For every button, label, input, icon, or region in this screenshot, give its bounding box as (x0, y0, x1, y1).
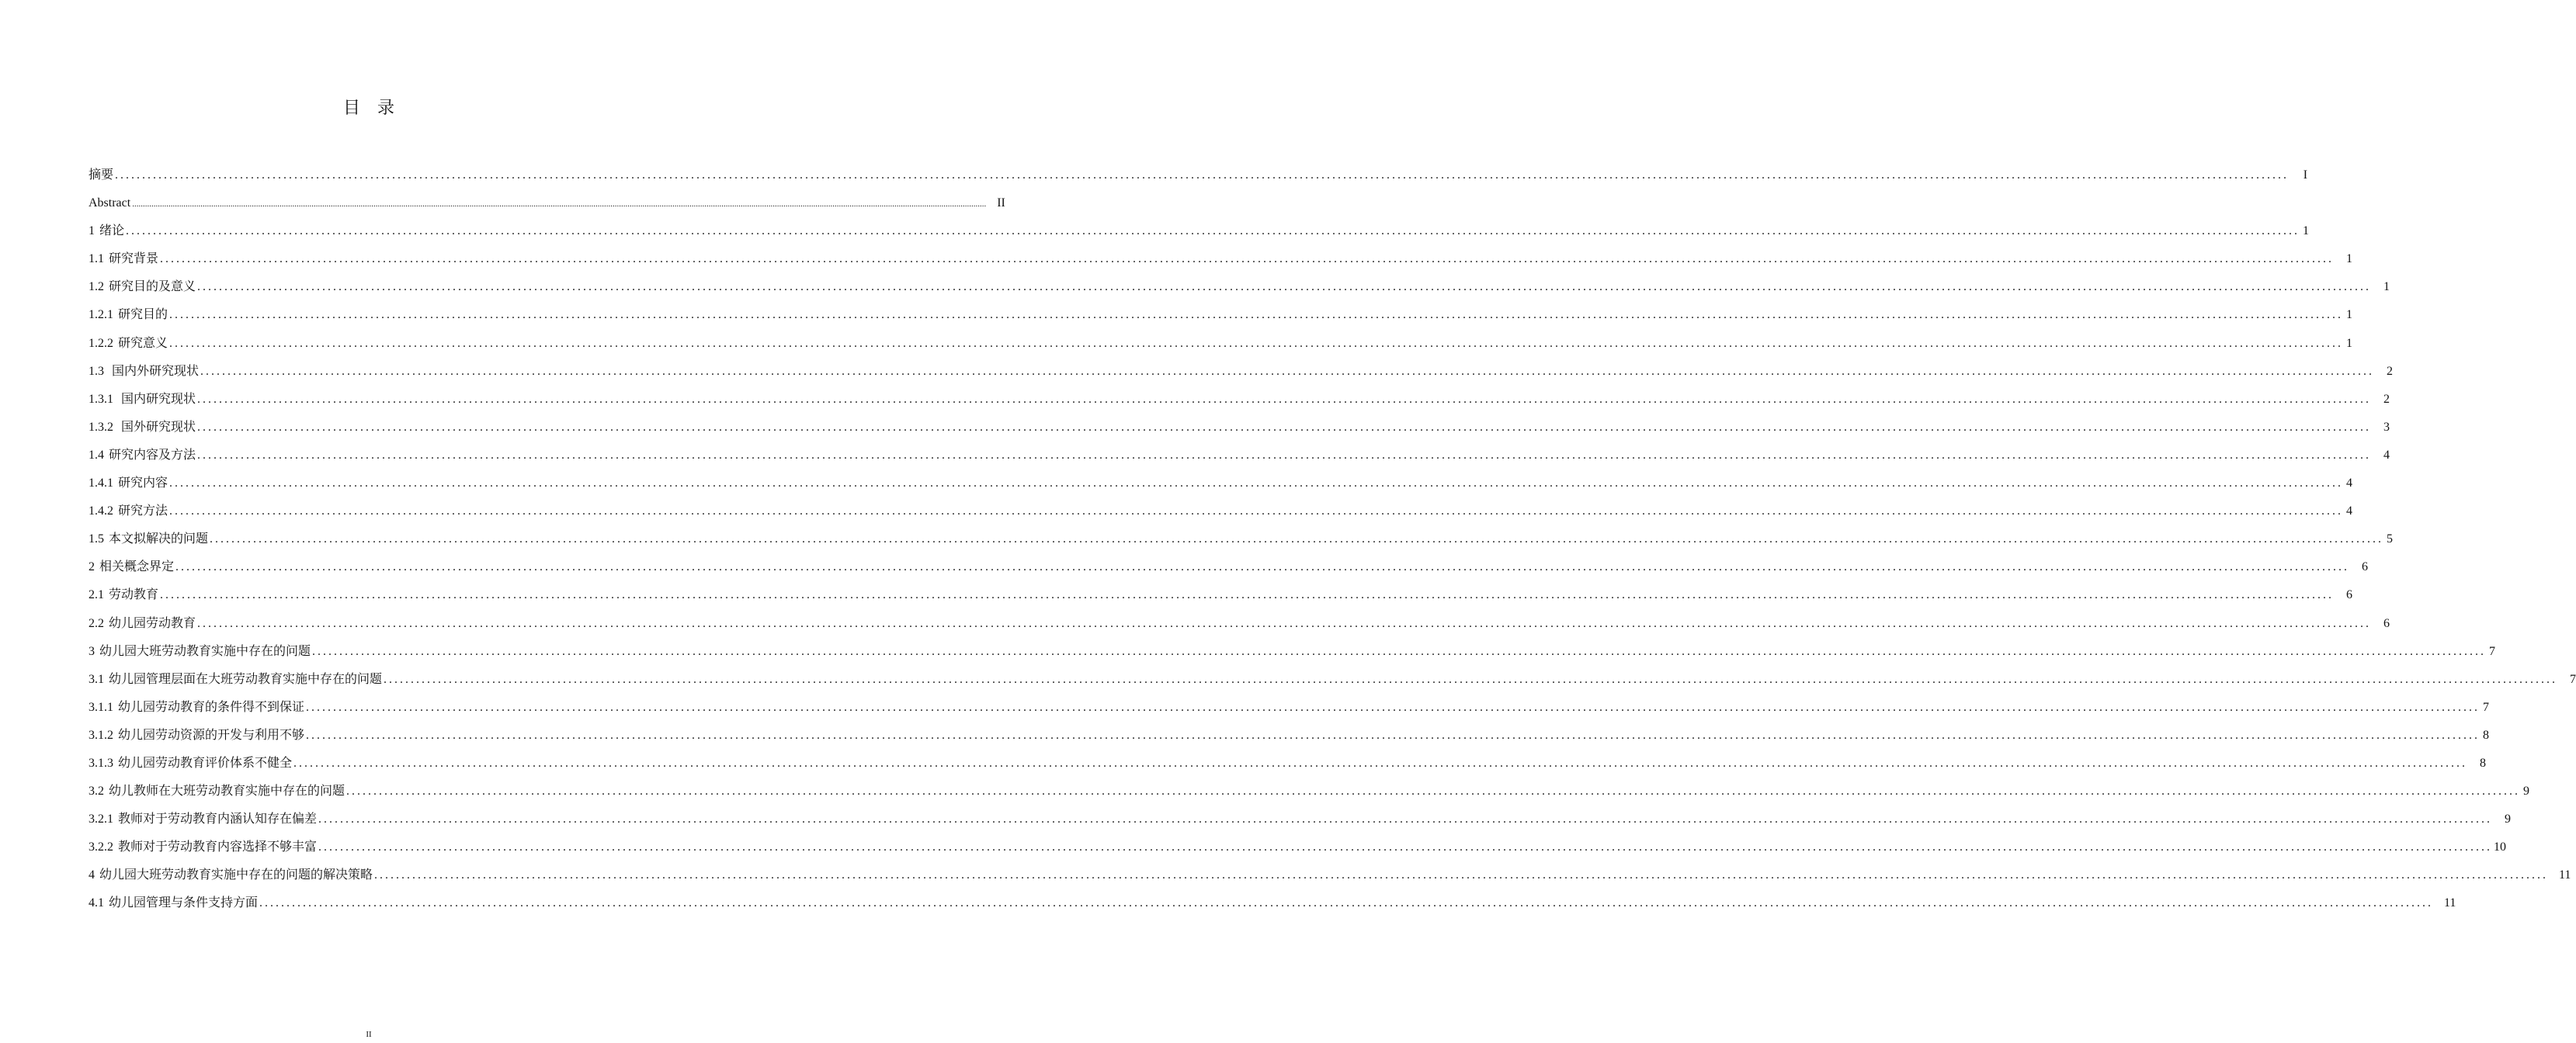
toc-dot-leader: ................................................................................................................................................................................................................................................................................................................................................................................................................ (115, 168, 2290, 182)
toc-entry-page: I (2303, 168, 2308, 182)
toc-dot-leader: ................................................................................................................................................................................................................................................................................................................................................................................................................ (132, 199, 987, 210)
toc-entry-number: 1.3.1 (89, 392, 113, 406)
toc-entry[interactable] (89, 778, 2530, 806)
toc-dot-leader: ................................................................................................................................................................................................................................................................................................................................................................................................................ (197, 280, 2372, 294)
toc-entry[interactable] (89, 414, 2390, 442)
toc-entry-title: 研究目的 (118, 308, 168, 322)
toc-entry-number: 1.2.2 (89, 336, 113, 350)
toc-entry-page: II (997, 196, 1005, 210)
toc-entry-title: 国外研究现状 (118, 420, 196, 434)
toc-entry[interactable] (89, 301, 2353, 329)
toc-entry-title: 研究意义 (118, 336, 168, 350)
toc-entry-label (89, 666, 382, 694)
toc-dot-leader: ................................................................................................................................................................................................................................................................................................................................................................................................................ (197, 392, 2372, 406)
toc-entry-number: 3 (89, 644, 95, 658)
toc-entry-title: 幼儿园大班劳动教育实施中存在的问题 (99, 644, 311, 658)
toc-entry-page: 8 (2483, 728, 2490, 742)
toc-entry-number: 1.4 (89, 448, 104, 462)
toc-entry-title: 研究目的及意义 (109, 280, 196, 294)
toc-entry-number: 3.2.2 (89, 840, 113, 854)
toc-dot-leader: ................................................................................................................................................................................................................................................................................................................................................................................................................ (169, 336, 2344, 350)
toc-entry-label (89, 778, 345, 806)
toc-entry-page: 7 (2483, 700, 2490, 714)
toc-dot-leader: ................................................................................................................................................................................................................................................................................................................................................................................................................ (259, 896, 2434, 910)
toc-dot-leader: ................................................................................................................................................................................................................................................................................................................................................................................................................ (306, 700, 2481, 714)
toc-entry[interactable] (89, 694, 2490, 722)
toc-entry-title: 本文拟解决的问题 (109, 532, 209, 546)
toc-entry-number: 1.5 (89, 532, 104, 546)
toc-entry-label (89, 497, 168, 525)
toc-entry-number: 1 (89, 224, 95, 238)
toc-entry-page: 6 (2362, 560, 2369, 574)
toc-entry-title: 教师对于劳动教育内涵认知存在偏差 (118, 813, 318, 826)
toc-entry-page: 1 (2303, 224, 2310, 238)
toc-entry-number: 3.2.1 (89, 813, 113, 826)
toc-entry-page: 9 (2523, 785, 2530, 799)
toc-entry-label (89, 217, 124, 245)
toc-entry-label (89, 833, 317, 861)
toc-entry-label (89, 414, 196, 442)
toc-entry-title: 摘要 (89, 168, 114, 182)
toc-entry-page: 5 (2387, 532, 2394, 546)
toc-entry-label (89, 694, 304, 722)
toc-entry[interactable] (89, 581, 2353, 609)
toc-entry-label (89, 806, 317, 833)
toc-entry-number: 3.2 (89, 785, 104, 799)
toc-entry-title: 研究背景 (109, 252, 159, 266)
toc-entry-number: 3.1.2 (89, 728, 113, 742)
toc-entry-title: 幼儿园管理与条件支持方面 (109, 896, 259, 910)
toc-entry[interactable] (89, 358, 2394, 386)
toc-entry[interactable] (89, 217, 2310, 245)
toc-entry[interactable] (89, 525, 2394, 553)
toc-entry-number: 1.2 (89, 280, 104, 294)
toc-entry-page: 1 (2346, 308, 2353, 322)
toc-entry-page: 8 (2480, 756, 2487, 770)
toc-entry-number: 4.1 (89, 896, 104, 910)
toc-entry-title: 幼儿园劳动教育 (109, 616, 196, 630)
toc-dot-leader: ................................................................................................................................................................................................................................................................................................................................................................................................................ (306, 728, 2481, 742)
toc-entry-page: 4 (2383, 448, 2390, 462)
toc-dot-leader: ................................................................................................................................................................................................................................................................................................................................................................................................................ (197, 448, 2372, 462)
toc-dot-leader: ................................................................................................................................................................................................................................................................................................................................................................................................................ (374, 868, 2549, 882)
toc-entry-number: 2.1 (89, 588, 104, 602)
toc-dot-leader: ................................................................................................................................................................................................................................................................................................................................................................................................................ (160, 252, 2335, 266)
toc-entry-title: 幼儿园大班劳动教育实施中存在的问题的解决策略 (99, 868, 373, 882)
toc-entry[interactable] (89, 386, 2390, 414)
toc-entry-label (89, 889, 258, 917)
toc-entry-number: 1.2.1 (89, 308, 113, 322)
toc-entry[interactable] (89, 470, 2353, 497)
toc-dot-leader: ................................................................................................................................................................................................................................................................................................................................................................................................................ (318, 813, 2493, 826)
toc-entry[interactable] (89, 750, 2487, 778)
toc-entry-page: 4 (2346, 476, 2353, 490)
toc-entry[interactable] (89, 497, 2353, 525)
toc-entry-label (89, 273, 196, 301)
toc-entry-label (89, 581, 158, 609)
toc-entry-title: 劳动教育 (109, 588, 159, 602)
toc-entry-title: 幼儿园劳动教育评价体系不健全 (118, 756, 293, 770)
toc-entry-title: 研究内容 (118, 476, 168, 490)
toc-entry-page: 2 (2383, 392, 2390, 406)
toc-entry-number: 1.4.2 (89, 504, 113, 518)
toc-dot-leader: ................................................................................................................................................................................................................................................................................................................................................................................................................ (318, 840, 2493, 854)
toc-entry-page: 2 (2387, 364, 2394, 378)
toc-entry-label (89, 301, 168, 329)
toc-entry-page: 6 (2383, 616, 2390, 630)
toc-dot-leader: ................................................................................................................................................................................................................................................................................................................................................................................................................ (200, 364, 2375, 378)
toc-entry-page: 6 (2346, 588, 2353, 602)
toc-entry-title: 研究方法 (118, 504, 168, 518)
toc-dot-leader: ................................................................................................................................................................................................................................................................................................................................................................................................................ (169, 504, 2344, 518)
toc-entry-number: 3.1 (89, 672, 104, 686)
toc-entry-page: 1 (2383, 280, 2390, 294)
toc-entry-page: 11 (2444, 896, 2456, 910)
toc-entry[interactable] (89, 861, 2571, 889)
toc-entry[interactable] (89, 273, 2390, 301)
toc-entry-number: 4 (89, 868, 95, 882)
toc-dot-leader: ................................................................................................................................................................................................................................................................................................................................................................................................................ (169, 308, 2344, 322)
toc-entry-number: 1.3.2 (89, 420, 113, 434)
toc-entry-number: 3.1.1 (89, 700, 113, 714)
toc-entry[interactable] (89, 666, 2576, 694)
toc-dot-leader: ................................................................................................................................................................................................................................................................................................................................................................................................................ (312, 644, 2487, 658)
toc-entry-label (89, 861, 373, 889)
page-title: 目 录 (342, 99, 394, 118)
toc-entry[interactable] (89, 553, 2369, 581)
toc-entry-title: 国内外研究现状 (109, 364, 200, 378)
toc-entry[interactable] (89, 638, 2496, 666)
toc-entry-label (89, 442, 196, 470)
toc-dot-leader: ................................................................................................................................................................................................................................................................................................................................................................................................................ (126, 224, 2300, 238)
toc-entry-title: 幼儿教师在大班劳动教育实施中存在的问题 (109, 785, 345, 799)
toc-entry-label (89, 553, 174, 581)
toc-entry-title: 绪论 (99, 224, 125, 238)
toc-entry-title: 幼儿园管理层面在大班劳动教育实施中存在的问题 (109, 672, 383, 686)
toc-entry[interactable] (89, 833, 2507, 861)
toc-entry-number: 3.1.3 (89, 756, 113, 770)
toc-entry-page: 1 (2346, 252, 2353, 266)
toc-entry-title: 教师对于劳动教育内容选择不够丰富 (118, 840, 318, 854)
toc-entry-label (89, 161, 113, 189)
toc-entry-label (89, 470, 168, 497)
toc-entry[interactable] (89, 189, 1005, 217)
toc-entry-number: 2.2 (89, 616, 104, 630)
toc-entry-label (89, 386, 196, 414)
toc-entry-label (89, 330, 168, 358)
toc-dot-leader: ................................................................................................................................................................................................................................................................................................................................................................................................................ (197, 616, 2372, 630)
toc-dot-leader: ................................................................................................................................................................................................................................................................................................................................................................................................................ (346, 785, 2521, 799)
toc-dot-leader: ................................................................................................................................................................................................................................................................................................................................................................................................................ (160, 588, 2335, 602)
toc-entry[interactable] (89, 161, 2308, 189)
toc-entry-label (89, 358, 199, 386)
toc-entry-page: 7 (2570, 672, 2576, 686)
toc-entry-label (89, 638, 311, 666)
toc-entry-number: 1.3 (89, 364, 104, 378)
toc-entry[interactable] (89, 610, 2390, 638)
toc-entry[interactable] (89, 442, 2390, 470)
toc-dot-leader: ................................................................................................................................................................................................................................................................................................................................................................................................................ (293, 756, 2468, 770)
toc-entry[interactable] (89, 245, 2353, 273)
toc-entry-number: 1.1 (89, 252, 104, 266)
toc-entry-number: 2 (89, 560, 95, 574)
table-of-contents (89, 161, 2576, 918)
page-number: II (366, 1030, 372, 1039)
toc-entry-title: Abstract (89, 196, 131, 210)
toc-entry-title: 幼儿园劳动教育的条件得不到保证 (118, 700, 305, 714)
toc-entry-page: 3 (2383, 420, 2390, 434)
toc-entry[interactable] (89, 889, 2456, 917)
toc-entry-title: 相关概念界定 (99, 560, 175, 574)
toc-entry-title: 国内研究现状 (118, 392, 196, 406)
toc-entry-label (89, 722, 304, 750)
toc-entry-label (89, 750, 292, 778)
toc-dot-leader: ................................................................................................................................................................................................................................................................................................................................................................................................................ (175, 560, 2350, 574)
toc-entry-label (89, 525, 208, 553)
toc-entry-page: 7 (2489, 644, 2496, 658)
toc-dot-leader: ................................................................................................................................................................................................................................................................................................................................................................................................................ (197, 420, 2372, 434)
toc-entry-label (89, 610, 196, 638)
toc-entry[interactable] (89, 330, 2353, 358)
toc-entry-page: 1 (2346, 336, 2353, 350)
toc-entry-title: 研究内容及方法 (109, 448, 196, 462)
toc-dot-leader: ................................................................................................................................................................................................................................................................................................................................................................................................................ (169, 476, 2344, 490)
toc-entry[interactable] (89, 806, 2512, 833)
toc-entry-page: 4 (2346, 504, 2353, 518)
toc-entry[interactable] (89, 722, 2490, 750)
toc-dot-leader: ................................................................................................................................................................................................................................................................................................................................................................................................................ (210, 532, 2384, 546)
toc-entry-page: 10 (2494, 840, 2507, 854)
toc-entry-number: 1.4.1 (89, 476, 113, 490)
toc-entry-page: 9 (2505, 813, 2512, 826)
toc-entry-title: 幼儿园劳动资源的开发与利用不够 (118, 728, 305, 742)
toc-entry-label (89, 245, 158, 273)
toc-entry-label (89, 189, 130, 217)
toc-entry-page: 11 (2559, 868, 2571, 882)
toc-dot-leader: ................................................................................................................................................................................................................................................................................................................................................................................................................ (384, 672, 2558, 686)
